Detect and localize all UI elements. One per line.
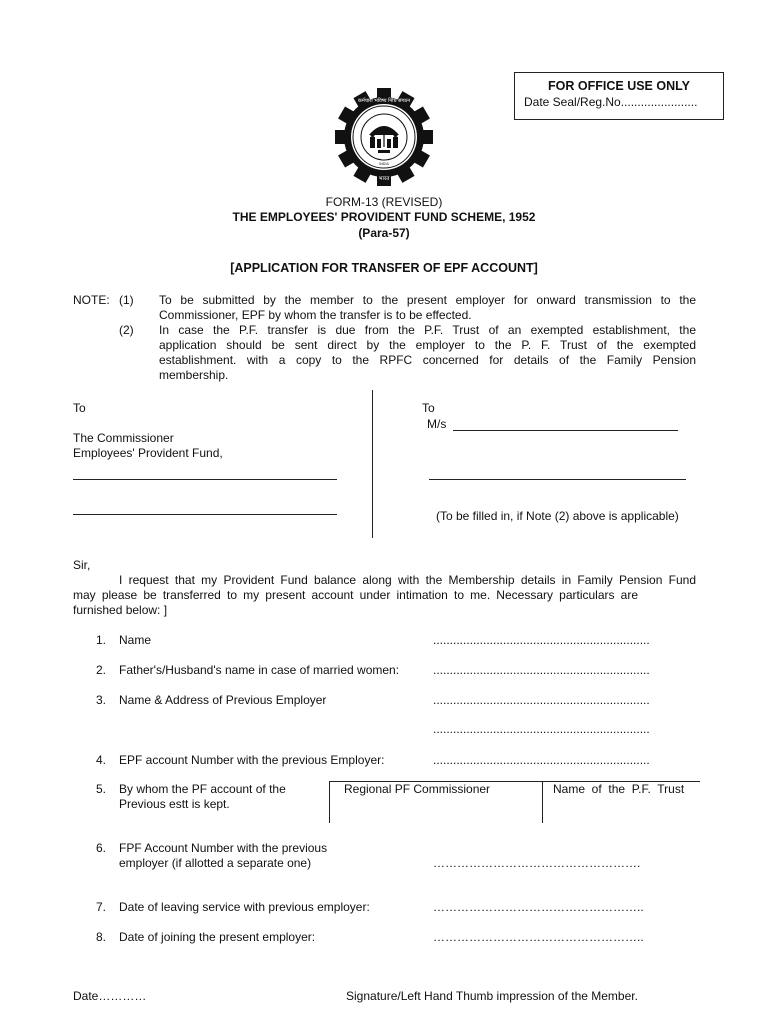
ms-name-line[interactable] xyxy=(453,430,678,431)
item-5-box-divider xyxy=(542,781,543,823)
office-use-box xyxy=(514,72,724,120)
item-1-label: Name xyxy=(119,633,152,647)
item-6-label-line-1: FPF Account Number with the previous xyxy=(119,841,328,855)
left-to-label: To xyxy=(73,401,86,415)
note-1-number: (1) xyxy=(119,293,134,307)
address-divider xyxy=(372,390,373,538)
item-4-label: EPF account Number with the previous Employer: xyxy=(119,753,385,767)
para-ref: (Para-57) xyxy=(358,226,410,240)
letter-line-2: may please be transferred to my present account under intimation to me. Necessary particulars are xyxy=(73,588,638,602)
date-seal-field: Date Seal/Reg.No....................... xyxy=(524,95,698,109)
item-7-number: 7. xyxy=(96,900,107,914)
ms-label: M/s xyxy=(427,417,447,431)
item-5-number: 5. xyxy=(96,782,107,796)
commissioner-line: The Commissioner xyxy=(73,431,174,445)
right-note: (To be filled in, if Note (2) above is applicable) xyxy=(436,509,679,523)
letter-line-3: furnished below: ] xyxy=(73,603,168,617)
note-2-number: (2) xyxy=(119,323,134,337)
item-4-field[interactable]: ................................................................. xyxy=(433,753,650,767)
date-field[interactable]: Date………… xyxy=(73,989,147,1003)
item-7-field[interactable]: …………………………………………….. xyxy=(433,900,644,914)
item-4-number: 4. xyxy=(96,753,107,767)
item-1-field[interactable]: ................................................................. xyxy=(433,633,650,647)
note-1-line-2: Commissioner, EPF by whom the transfer is to be effected. xyxy=(159,308,472,322)
item-6-number: 6. xyxy=(96,841,107,855)
note-2-line-4: membership. xyxy=(159,368,229,382)
note-2-line-3: establishment. with a copy to the RPFC concerned for details of the Family Pension xyxy=(159,353,696,367)
right-to-label: To xyxy=(422,401,435,415)
left-address-line-2[interactable] xyxy=(73,514,337,515)
epf-line: Employees' Provident Fund, xyxy=(73,446,223,460)
item-2-field[interactable]: ................................................................. xyxy=(433,663,650,677)
right-address-line[interactable] xyxy=(429,479,686,480)
form-number: FORM-13 (REVISED) xyxy=(325,195,443,209)
application-title: [APPLICATION FOR TRANSFER OF EPF ACCOUNT] xyxy=(230,261,538,275)
option-pf-trust[interactable]: Name of the P.F. Trust xyxy=(553,782,685,796)
item-3-field[interactable]: ................................................................. xyxy=(433,693,650,707)
item-3-field-2[interactable]: ................................................................. xyxy=(433,722,650,736)
office-use-title: FOR OFFICE USE ONLY xyxy=(548,79,690,93)
letter-line-1: I request that my Provident Fund balance along with the Membership details in Family Pension Fund xyxy=(119,573,696,587)
item-5-box-left xyxy=(329,781,330,823)
note-1-line-1: To be submitted by the member to the present employer for onward transmission to the xyxy=(159,293,696,307)
salutation: Sir, xyxy=(73,558,91,572)
item-3-label: Name & Address of Previous Employer xyxy=(119,693,327,707)
item-1-number: 1. xyxy=(96,633,107,647)
note-2-line-1: In case the P.F. transfer is due from the P.F. Trust of an exempted establishment, the xyxy=(159,323,696,337)
logo-bottom-text: भारत xyxy=(378,176,390,182)
item-6-label-line-2: employer (if allotted a separate one) xyxy=(119,856,312,870)
item-2-label: Father's/Husband's name in case of married women: xyxy=(119,663,400,677)
item-5-label-line-2: Previous estt is kept. xyxy=(119,797,230,811)
signature-label: Signature/Left Hand Thumb impression of the Member. xyxy=(346,989,638,1003)
logo-arc-text: कर्मचारी भविष्य निधि संगठन xyxy=(358,98,410,104)
item-8-label: Date of joining the present employer: xyxy=(119,930,316,944)
option-regional-pf-commissioner[interactable]: Regional PF Commissioner xyxy=(344,782,491,796)
item-3-number: 3. xyxy=(96,693,107,707)
left-address-line-1[interactable] xyxy=(73,479,337,480)
item-8-number: 8. xyxy=(96,930,107,944)
item-8-field[interactable]: …………………………………………….. xyxy=(433,930,644,944)
item-5-label-line-1: By whom the PF account of the xyxy=(119,782,286,796)
scheme-title: THE EMPLOYEES' PROVIDENT FUND SCHEME, 1952 xyxy=(232,210,536,224)
epfo-logo xyxy=(335,88,433,186)
item-7-label: Date of leaving service with previous employer: xyxy=(119,900,370,914)
logo-india: INDIA xyxy=(379,162,389,166)
note-label: NOTE: xyxy=(73,293,110,307)
note-2-line-2: application should be sent direct by the employer to the P. F. Trust of the exempted xyxy=(159,338,696,352)
item-2-number: 2. xyxy=(96,663,107,677)
item-6-field[interactable]: ……………………………………………. xyxy=(433,856,641,870)
